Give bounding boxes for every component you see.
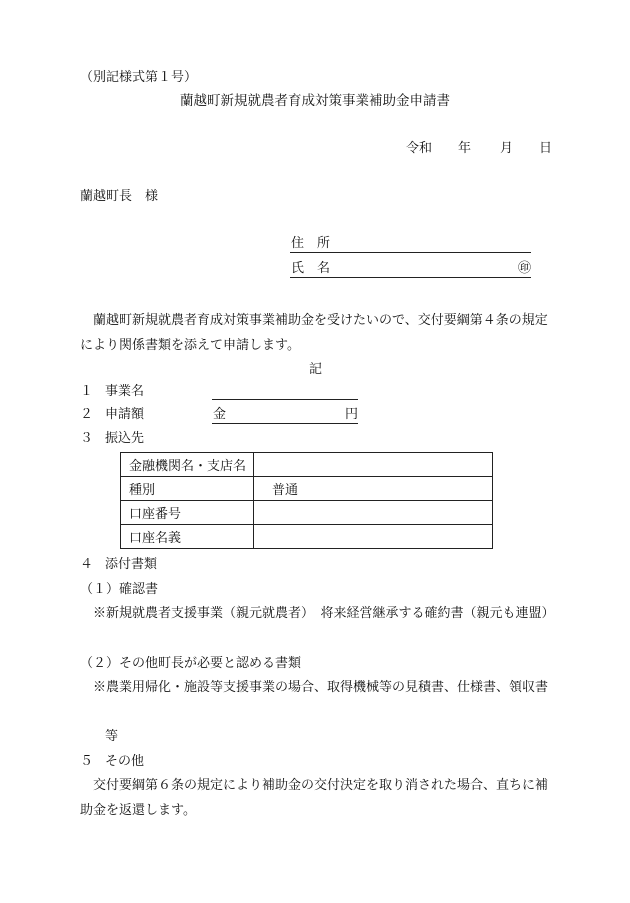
item-2-label: 申請額 bbox=[105, 407, 145, 422]
account-type-label: 種別 bbox=[121, 477, 254, 501]
seal-mark: ㊞ bbox=[518, 261, 532, 276]
table-row bbox=[121, 525, 493, 549]
item-5-number: ５ bbox=[80, 754, 94, 769]
bank-account-table bbox=[120, 452, 493, 549]
addressee: 蘭越町長 様 bbox=[80, 189, 159, 204]
account-number-label: 口座番号 bbox=[121, 501, 254, 525]
form-number: （別記様式第１号） bbox=[80, 70, 198, 85]
attachment-sub1-heading: （１）確認書 bbox=[80, 582, 159, 597]
account-holder-value[interactable] bbox=[254, 525, 493, 549]
attachment-sub2-heading: （２）その他町長が必要と認める書類 bbox=[80, 656, 302, 671]
item-3-label: 振込先 bbox=[105, 431, 145, 446]
attachment-sub2-text: ※農業用帰化・施設等支援事業の場合、取得機械等の見積書、仕様書、領収書 bbox=[93, 680, 549, 695]
table-row bbox=[121, 477, 493, 501]
date-era: 令和 bbox=[406, 141, 433, 156]
account-number-value[interactable] bbox=[254, 501, 493, 525]
amount-prefix: 金 bbox=[213, 407, 227, 422]
intro-paragraph: 蘭越町新規就農者育成対策事業補助金を受けたいので、交付要綱第４条の規定により関係書類を添えて申請します。 bbox=[80, 313, 548, 353]
date-year: 年 bbox=[458, 141, 472, 156]
amount-line[interactable] bbox=[212, 423, 358, 424]
attachment-sub1-text: ※新規就農者支援事業（親元就農者） 将来経営継承する確約書（親元も連盟） bbox=[93, 606, 555, 621]
date-day: 日 bbox=[539, 141, 553, 156]
table-row bbox=[121, 453, 493, 477]
item-4-label: 添付書類 bbox=[105, 557, 158, 572]
address-line[interactable] bbox=[290, 252, 531, 253]
date-month: 月 bbox=[500, 141, 514, 156]
name-line[interactable] bbox=[290, 277, 531, 278]
item-2-number: ２ bbox=[80, 407, 94, 422]
item-5-label: その他 bbox=[105, 754, 145, 769]
address-label: 住 所 bbox=[291, 236, 331, 251]
account-holder-label: 口座名義 bbox=[121, 525, 254, 549]
project-name-line[interactable] bbox=[212, 399, 358, 400]
amount-suffix: 円 bbox=[345, 407, 359, 422]
bank-name-label: 金融機関名・支店名 bbox=[121, 453, 254, 477]
table-row bbox=[121, 501, 493, 525]
item-1-number: １ bbox=[80, 384, 94, 399]
item-1-label: 事業名 bbox=[105, 384, 145, 399]
account-type-value[interactable]: 普通 bbox=[254, 477, 493, 501]
other-paragraph: 交付要綱第６条の規定により補助金の交付決定を取り消された場合、直ちに補助金を返還します。 bbox=[80, 778, 549, 818]
ki-heading: 記 bbox=[309, 362, 323, 377]
item-3-number: ３ bbox=[80, 431, 94, 446]
form-title: 蘭越町新規就農者育成対策事業補助金申請書 bbox=[180, 93, 450, 109]
name-label: 氏 名 bbox=[291, 261, 331, 276]
bank-name-value[interactable] bbox=[254, 453, 493, 477]
attachment-sub2-etc: 等 bbox=[105, 729, 119, 744]
item-4-number: ４ bbox=[80, 557, 94, 572]
